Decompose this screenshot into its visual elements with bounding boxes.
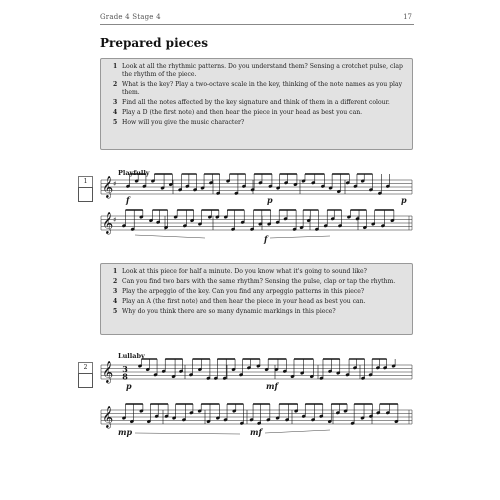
dynamic-marking: mf xyxy=(250,427,262,437)
dynamic-marking: p xyxy=(267,195,273,205)
question-number: 3 xyxy=(113,287,118,295)
question-text: Play the arpeggio of the key. Can you find any arpeggio patterns in this piece? xyxy=(122,287,365,295)
question-text: Play a D (the first note) and then hear the piece in your head as best you can. xyxy=(122,109,363,117)
piece-title-1: Playfully xyxy=(118,169,150,177)
question-text: Can you find two bars with the same rhythm? Sensing the pulse, clap or tap the rhythm. xyxy=(122,277,396,285)
treble-clef-icon: 𝄞 xyxy=(102,361,114,383)
time-signature-bottom: 8 xyxy=(122,371,128,382)
dynamic-marking: p xyxy=(126,381,132,391)
question-number: 2 xyxy=(113,277,118,285)
page-number: 17 xyxy=(403,13,412,21)
question-number: 3 xyxy=(113,99,118,107)
question-text: Look at this piece for half a minute. Do you know what it's going to sound like? xyxy=(122,268,367,275)
question-number: 5 xyxy=(113,307,118,315)
dynamic-marking: p xyxy=(401,195,407,205)
staff-2-system-1 xyxy=(101,365,412,379)
question-number: 1 xyxy=(113,63,118,70)
crescendo-hairpin xyxy=(265,430,330,433)
question-text: Look at all the rhythmic patterns. Do you understand them? Sensing a crotchet pulse, clap the rhythm of the piece. xyxy=(122,63,403,79)
key-signature-sharp-icon: ♯ xyxy=(113,180,117,188)
section-title: Prepared pieces xyxy=(100,36,208,50)
treble-clef-icon: 𝄞 xyxy=(102,176,114,198)
treble-clef-icon: 𝄞 xyxy=(102,212,114,234)
question-text: What is the key? Play a two-octave scale in the key, thinking of the note names as you play them. xyxy=(122,81,403,97)
question-number: 4 xyxy=(113,297,118,305)
question-number: 4 xyxy=(113,109,118,117)
question-number: 1 xyxy=(113,268,118,275)
crescendo-hairpin xyxy=(135,433,240,434)
dynamic-marking: mp xyxy=(118,427,133,437)
time-signature-2 xyxy=(122,364,128,382)
question-text: Play an A (the first note) and then hear the piece in your head as best you can. xyxy=(122,297,366,305)
dynamic-marking: mf xyxy=(266,381,278,391)
question-number: 5 xyxy=(113,119,118,127)
time-signature-top: 3 xyxy=(122,364,128,374)
dynamic-marking: f xyxy=(126,195,130,205)
question-text: Find all the notes affected by the key signature and think of them in a different colour. xyxy=(122,99,390,107)
question-number: 2 xyxy=(113,81,118,89)
piece-number-2: 2 xyxy=(78,362,93,374)
grade-stage-header: Grade 4 Stage 4 xyxy=(100,13,161,21)
music-notation-2 xyxy=(102,359,398,434)
piece-number-1: 1 xyxy=(78,176,93,188)
key-signature-sharp-icon: ♯ xyxy=(113,216,117,224)
question-text: Why do you think there are so many dynamic markings in this piece? xyxy=(122,307,336,315)
piece-title-2: Lullaby xyxy=(118,352,145,360)
treble-clef-icon: 𝄞 xyxy=(102,406,114,428)
dynamic-marking: f xyxy=(264,234,268,244)
question-text: How will you give the music character? xyxy=(122,119,245,127)
